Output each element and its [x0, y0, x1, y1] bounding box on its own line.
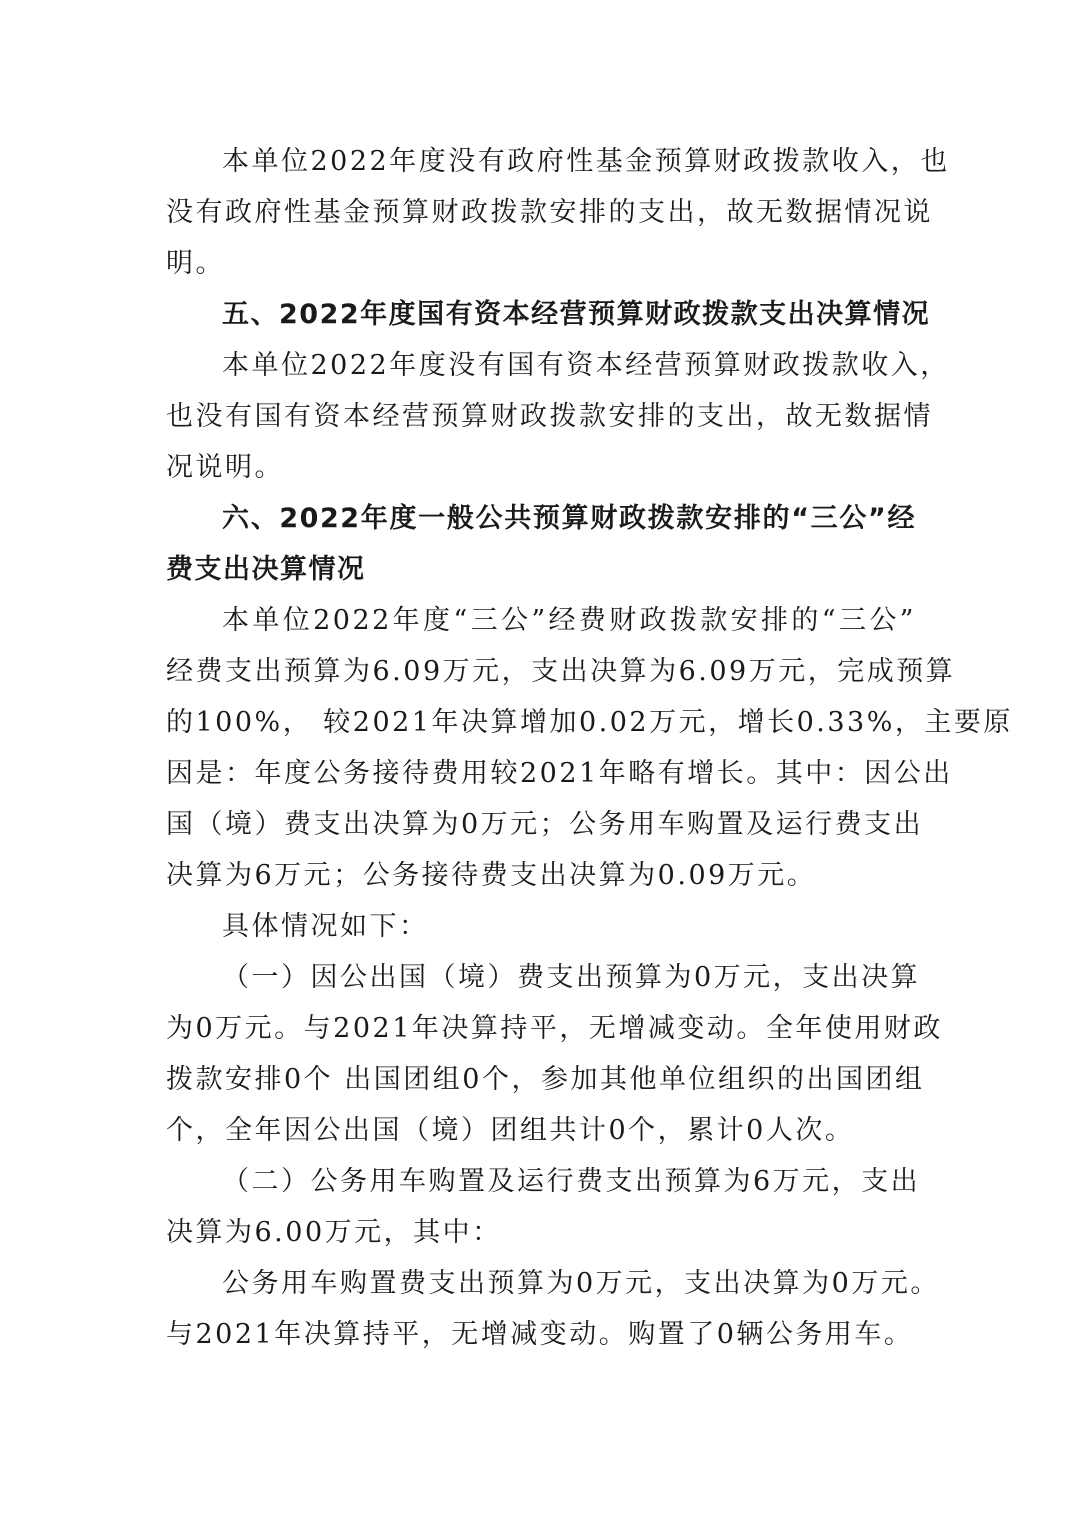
paragraph-line: 的100%， 较2021年决算增加0.02万元，增长0.33%，主要原	[166, 707, 1013, 738]
paragraph-line: 本单位2022年度“三公”经费财政拨款安排的“三公”	[222, 605, 916, 636]
paragraph-line: 决算为6万元；公务接待费支出决算为0.09万元。	[166, 860, 817, 891]
paragraph-line: 决算为6.00万元，其中：	[166, 1217, 502, 1248]
paragraph-line: 因是：年度公务接待费用较2021年略有增长。其中：因公出	[166, 758, 953, 789]
paragraph-line: 为0万元。与2021年决算持平，无增减变动。全年使用财政	[166, 1013, 943, 1044]
paragraph-line: （一）因公出国（境）费支出预算为0万元，支出决算	[222, 962, 921, 993]
paragraph-line: 与2021年决算持平，无增减变动。购置了0辆公务用车。	[166, 1319, 914, 1350]
paragraph-line: 公务用车购置费支出预算为0万元，支出决算为0万元。	[222, 1268, 940, 1299]
paragraph-line: 拨款安排0个 出国团组0个，参加其他单位组织的出国团组	[166, 1064, 925, 1095]
paragraph-line: 国（境）费支出决算为0万元；公务用车购置及运行费支出	[166, 809, 924, 840]
paragraph-line: 本单位2022年度没有政府性基金预算财政拨款收入，也	[222, 146, 950, 177]
paragraph-line: 况说明。	[166, 452, 284, 483]
paragraph-line: 明。	[166, 248, 225, 279]
paragraph-line: 经费支出预算为6.09万元，支出决算为6.09万元，完成预算	[166, 656, 956, 687]
paragraph-line: 本单位2022年度没有国有资本经营预算财政拨款收入，	[222, 350, 950, 381]
section-heading: 五、2022年度国有资本经营预算财政拨款支出决算情况	[222, 299, 931, 330]
section-heading-continued: 费支出决算情况	[166, 554, 366, 585]
paragraph-line: （二）公务用车购置及运行费支出预算为6万元，支出	[222, 1166, 921, 1197]
paragraph-line: 具体情况如下：	[222, 911, 429, 942]
paragraph-line: 也没有国有资本经营预算财政拨款安排的支出，故无数据情	[166, 401, 933, 432]
section-heading: 六、2022年度一般公共预算财政拨款安排的“三公”经	[222, 503, 916, 534]
paragraph-line: 个，全年因公出国（境）团组共计0个，累计0人次。	[166, 1115, 855, 1146]
paragraph-line: 没有政府性基金预算财政拨款安排的支出，故无数据情况说	[166, 197, 933, 228]
